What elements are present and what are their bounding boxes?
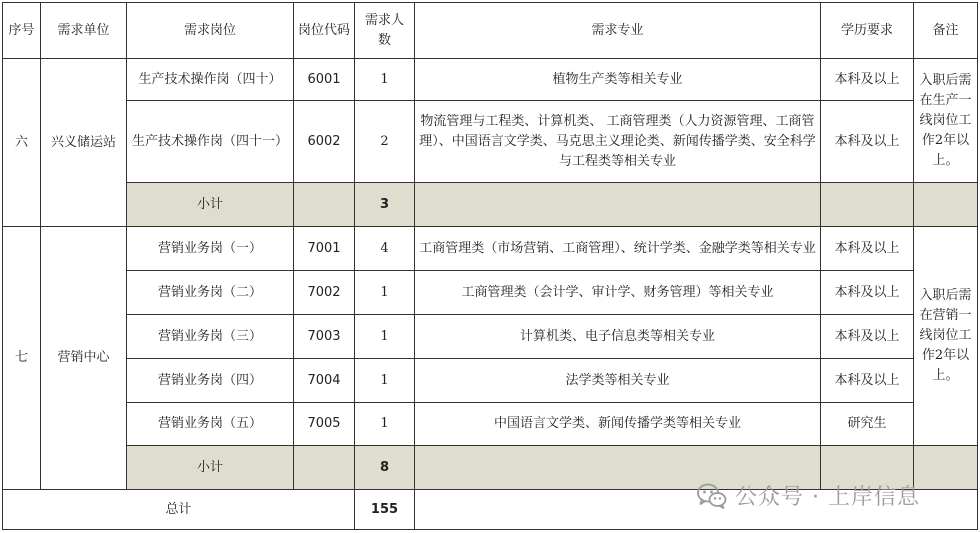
code-cell: 7004	[294, 359, 355, 403]
subtotal-label: 小计	[127, 446, 294, 490]
code-cell: 7002	[294, 271, 355, 315]
count-cell: 1	[355, 315, 415, 359]
post-cell: 生产技术操作岗（四十）	[127, 59, 294, 101]
header-major: 需求专业	[415, 3, 821, 59]
post-cell: 营销业务岗（二）	[127, 271, 294, 315]
watermark	[697, 480, 920, 511]
major-cell: 法学类等相关专业	[415, 359, 821, 403]
post-cell: 生产技术操作岗（四十一）	[127, 101, 294, 183]
subtotal-empty	[914, 446, 978, 490]
total-label: 总计	[3, 490, 355, 530]
group-seq: 六	[3, 59, 41, 227]
recruitment-table	[2, 2, 978, 530]
edu-cell: 本科及以上	[821, 101, 914, 183]
table-row	[3, 59, 978, 101]
wechat-icon	[697, 483, 727, 509]
group-unit: 兴义储运站	[41, 59, 127, 227]
header-count: 需求人数	[355, 3, 415, 59]
edu-cell: 本科及以上	[821, 59, 914, 101]
code-cell: 7005	[294, 403, 355, 446]
table-row	[3, 271, 978, 315]
major-cell: 植物生产类等相关专业	[415, 59, 821, 101]
post-cell: 营销业务岗（四）	[127, 359, 294, 403]
post-cell: 营销业务岗（三）	[127, 315, 294, 359]
edu-cell: 本科及以上	[821, 271, 914, 315]
edu-cell: 本科及以上	[821, 359, 914, 403]
group-unit: 营销中心	[41, 227, 127, 490]
subtotal-row	[3, 183, 978, 227]
subtotal-empty	[294, 446, 355, 490]
major-cell: 中国语言文学类、新闻传播学类等相关专业	[415, 403, 821, 446]
major-cell: 工商管理类（会计学、审计学、财务管理）等相关专业	[415, 271, 821, 315]
major-cell: 物流管理与工程类、计算机类、 工商管理类（人力资源管理、工商管理）、中国语言文学类、马克思主义理论类、新闻传播学类、安全科学与工程类等相关专业	[415, 101, 821, 183]
header-seq: 序号	[3, 3, 41, 59]
table-row	[3, 359, 978, 403]
post-cell: 营销业务岗（五）	[127, 403, 294, 446]
group-note: 入职后需在营销一线岗位工作2年以上。	[914, 227, 978, 446]
group-seq: 七	[3, 227, 41, 490]
code-cell: 6002	[294, 101, 355, 183]
subtotal-empty	[415, 183, 821, 227]
count-cell: 1	[355, 59, 415, 101]
count-cell: 1	[355, 403, 415, 446]
major-cell: 计算机类、电子信息类等相关专业	[415, 315, 821, 359]
header-unit: 需求单位	[41, 3, 127, 59]
subtotal-empty	[821, 183, 914, 227]
header-post: 需求岗位	[127, 3, 294, 59]
total-value: 155	[355, 490, 415, 530]
header-code: 岗位代码	[294, 3, 355, 59]
count-cell: 1	[355, 271, 415, 315]
subtotal-empty	[294, 183, 355, 227]
count-cell: 4	[355, 227, 415, 271]
table-row	[3, 315, 978, 359]
subtotal-label: 小计	[127, 183, 294, 227]
subtotal-empty	[914, 183, 978, 227]
header-note: 备注	[914, 3, 978, 59]
group-note: 入职后需在生产一线岗位工作2年以上。	[914, 59, 978, 183]
watermark-text: 公众号 · 上岸信息	[735, 485, 920, 510]
edu-cell: 本科及以上	[821, 227, 914, 271]
header-edu: 学历要求	[821, 3, 914, 59]
edu-cell: 本科及以上	[821, 315, 914, 359]
post-cell: 营销业务岗（一）	[127, 227, 294, 271]
code-cell: 7003	[294, 315, 355, 359]
code-cell: 7001	[294, 227, 355, 271]
header-row	[3, 3, 978, 59]
table-row	[3, 227, 978, 271]
major-cell: 工商管理类（市场营销、工商管理）、统计学类、金融学类等相关专业	[415, 227, 821, 271]
table-row	[3, 101, 978, 183]
count-cell: 2	[355, 101, 415, 183]
code-cell: 6001	[294, 59, 355, 101]
edu-cell: 研究生	[821, 403, 914, 446]
subtotal-value: 3	[355, 183, 415, 227]
table-row	[3, 403, 978, 446]
count-cell: 1	[355, 359, 415, 403]
subtotal-value: 8	[355, 446, 415, 490]
